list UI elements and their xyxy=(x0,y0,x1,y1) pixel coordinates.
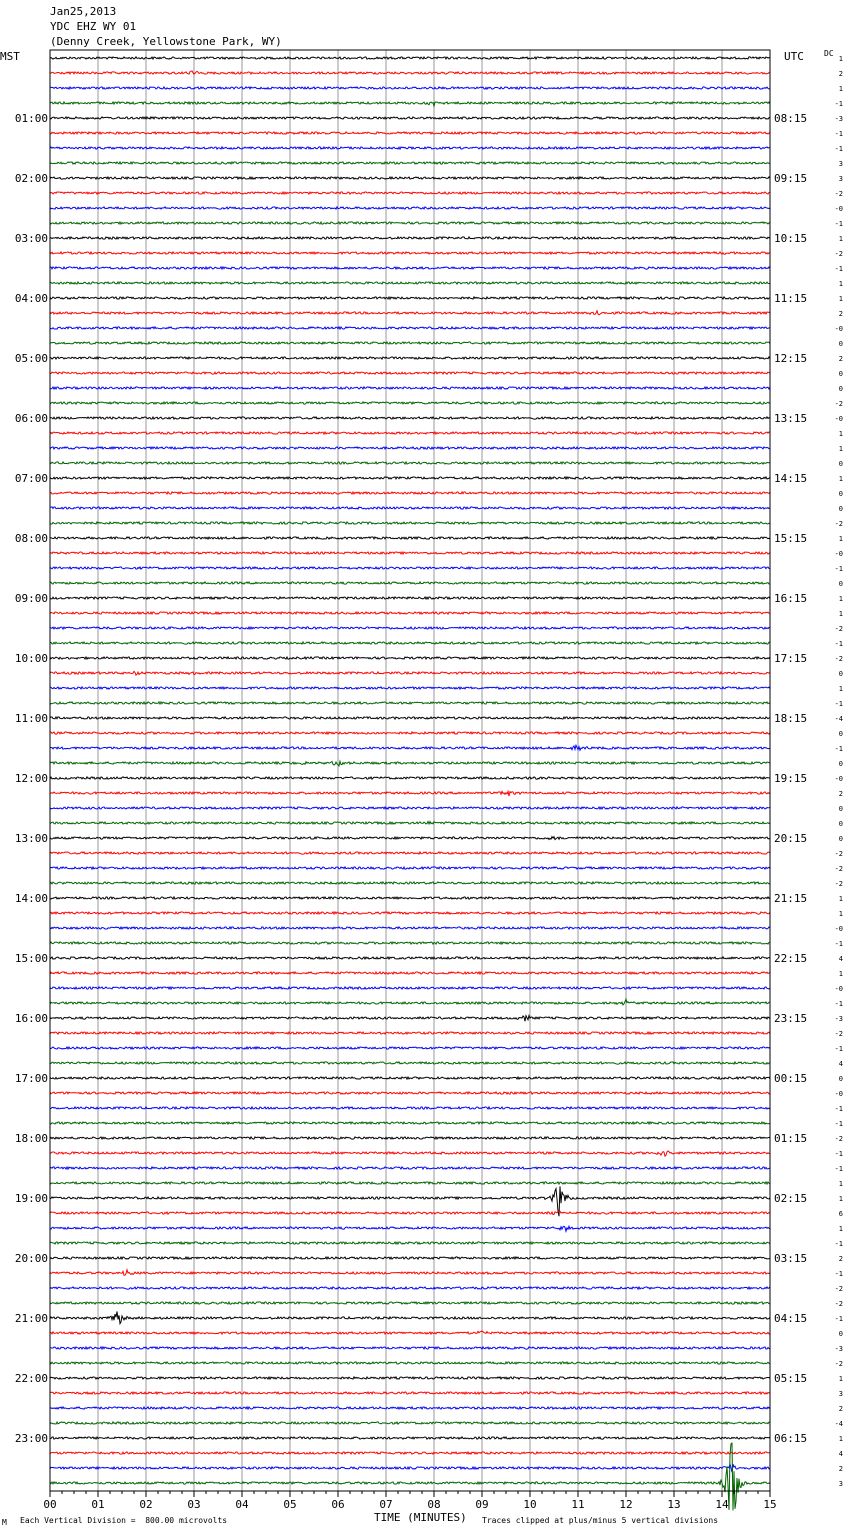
dc-offset-label: -1 xyxy=(834,145,843,153)
trace-56 xyxy=(50,882,770,884)
dc-offset-label: 4 xyxy=(838,1450,843,1458)
trace-11 xyxy=(50,207,770,209)
dc-label: DC xyxy=(824,49,834,58)
trace-22 xyxy=(50,372,770,374)
trace-66 xyxy=(50,1032,770,1034)
trace-23 xyxy=(50,387,770,389)
trace-48 xyxy=(50,761,770,766)
dc-offset-label: 0 xyxy=(838,490,843,498)
left-time-label: 07:00 xyxy=(14,472,48,485)
right-time-label: 01:15 xyxy=(774,1132,808,1145)
trace-86 xyxy=(50,1331,770,1334)
dc-offset-label: -2 xyxy=(834,880,843,888)
scale-footer: Each Vertical Division = 800.00 microvolts xyxy=(20,1516,228,1525)
right-time-label: 05:15 xyxy=(774,1372,808,1385)
dc-offset-label: 2 xyxy=(838,310,843,318)
trace-34 xyxy=(50,552,770,554)
left-time-label: 02:00 xyxy=(14,172,48,185)
x-axis-title: TIME (MINUTES) xyxy=(374,1511,467,1524)
x-tick-label: 12 xyxy=(619,1498,633,1511)
trace-19 xyxy=(50,327,770,329)
dc-offset-label: 0 xyxy=(838,370,843,378)
trace-37 xyxy=(50,597,770,599)
trace-91 xyxy=(50,1407,770,1409)
dc-offset-label: 1 xyxy=(838,295,843,303)
left-time-label: 21:00 xyxy=(14,1312,48,1325)
dc-offset-label: -1 xyxy=(834,1315,843,1323)
trace-49 xyxy=(50,777,770,779)
dc-offset-label: -0 xyxy=(834,775,843,783)
dc-offset-label: -1 xyxy=(834,1270,843,1278)
trace-5 xyxy=(50,117,770,119)
right-time-label: 19:15 xyxy=(774,772,808,785)
x-axis-ticks xyxy=(43,1491,776,1511)
trace-33 xyxy=(50,537,770,539)
right-time-label: 16:15 xyxy=(774,592,808,605)
trace-94 xyxy=(50,1452,770,1454)
trace-82 xyxy=(50,1270,770,1276)
dc-offset-label: -2 xyxy=(834,250,843,258)
trace-84 xyxy=(50,1302,770,1304)
dc-offset-label: -0 xyxy=(834,325,843,333)
dc-offset-label: 1 xyxy=(838,895,843,903)
trace-53 xyxy=(50,837,770,840)
right-time-label: 11:15 xyxy=(774,292,808,305)
trace-69 xyxy=(50,1077,770,1079)
dc-offset-label: 1 xyxy=(838,1435,843,1443)
trace-72 xyxy=(50,1122,770,1124)
trace-15 xyxy=(50,267,770,269)
trace-57 xyxy=(50,897,770,899)
dc-offset-label: -3 xyxy=(834,115,843,123)
left-time-label: 10:00 xyxy=(14,652,48,665)
dc-offset-label: 3 xyxy=(838,175,843,183)
date-label: Jan25,2013 xyxy=(50,5,117,18)
dc-offset-label: 1 xyxy=(838,1180,843,1188)
trace-3 xyxy=(50,87,770,89)
dc-offset-label: 1 xyxy=(838,430,843,438)
x-tick-label: 01 xyxy=(91,1498,105,1511)
dc-offset-label: 0 xyxy=(838,1330,843,1338)
left-time-label: 18:00 xyxy=(14,1132,48,1145)
trace-8 xyxy=(50,162,770,164)
dc-offset-label: -1 xyxy=(834,640,843,648)
dc-offset-label: 4 xyxy=(838,955,843,963)
x-tick-label: 02 xyxy=(139,1498,153,1511)
trace-63 xyxy=(50,987,770,989)
trace-85 xyxy=(50,1311,770,1323)
trace-87 xyxy=(50,1347,770,1349)
dc-offset-label: -2 xyxy=(834,520,843,528)
left-time-label: 09:00 xyxy=(14,592,48,605)
dc-offset-label: -0 xyxy=(834,1090,843,1098)
dc-offset-label: 2 xyxy=(838,1255,843,1263)
dc-offset-label: 0 xyxy=(838,835,843,843)
trace-76 xyxy=(50,1182,770,1184)
trace-81 xyxy=(50,1257,770,1259)
right-time-label: 22:15 xyxy=(774,952,808,965)
dc-offset-label: -1 xyxy=(834,745,843,753)
trace-32 xyxy=(50,522,770,524)
dc-offset-label: 1 xyxy=(838,85,843,93)
dc-offset-label: 0 xyxy=(838,820,843,828)
right-time-label: 15:15 xyxy=(774,532,808,545)
dc-offset-label: -2 xyxy=(834,1300,843,1308)
trace-2 xyxy=(50,71,770,74)
trace-47 xyxy=(50,745,770,750)
left-time-label: 17:00 xyxy=(14,1072,48,1085)
dc-offset-label: 3 xyxy=(838,160,843,168)
trace-90 xyxy=(50,1392,770,1394)
dc-offset-label: 6 xyxy=(838,1210,843,1218)
dc-offset-label: 1 xyxy=(838,280,843,288)
dc-offset-label: 1 xyxy=(838,1375,843,1383)
dc-offset-label: 0 xyxy=(838,760,843,768)
dc-offset-label: -1 xyxy=(834,265,843,273)
corner-mark: M xyxy=(2,1518,7,1527)
trace-70 xyxy=(50,1092,770,1094)
x-tick-label: 08 xyxy=(427,1498,441,1511)
dc-offset-label: 1 xyxy=(838,1225,843,1233)
x-tick-label: 15 xyxy=(763,1498,777,1511)
trace-40 xyxy=(50,642,770,644)
dc-offset-label: -0 xyxy=(834,205,843,213)
dc-offset-label: -1 xyxy=(834,130,843,138)
trace-68 xyxy=(50,1062,770,1064)
dc-offset-label: -2 xyxy=(834,655,843,663)
dc-offset-label: 0 xyxy=(838,580,843,588)
left-time-label: 23:00 xyxy=(14,1432,48,1445)
dc-offset-label: -1 xyxy=(834,1105,843,1113)
dc-offset-label: -1 xyxy=(834,1120,843,1128)
trace-24 xyxy=(50,402,770,404)
left-time-label: 19:00 xyxy=(14,1192,48,1205)
x-tick-label: 09 xyxy=(475,1498,489,1511)
right-time-label: 20:15 xyxy=(774,832,808,845)
trace-21 xyxy=(50,357,770,359)
trace-44 xyxy=(50,702,770,704)
left-time-label: 03:00 xyxy=(14,232,48,245)
minute-gridlines xyxy=(98,50,722,1491)
dc-offset-label: 1 xyxy=(838,1195,843,1203)
trace-64 xyxy=(50,999,770,1005)
right-time-label: 23:15 xyxy=(774,1012,808,1025)
dc-offset-label: -2 xyxy=(834,190,843,198)
plot-border xyxy=(50,50,770,1491)
trace-38 xyxy=(50,612,770,614)
dc-offset-label: -2 xyxy=(834,1030,843,1038)
dc-offset-label: 2 xyxy=(838,70,843,78)
dc-offset-label: 2 xyxy=(838,790,843,798)
dc-offset-label: -3 xyxy=(834,1345,843,1353)
trace-1 xyxy=(50,57,770,59)
trace-58 xyxy=(50,912,770,914)
dc-offset-label: 0 xyxy=(838,340,843,348)
right-timezone-label: UTC xyxy=(784,50,804,63)
dc-offset-label: 3 xyxy=(838,1480,843,1488)
dc-offset-label: 1 xyxy=(838,595,843,603)
trace-54 xyxy=(50,852,770,854)
dc-offset-label: 1 xyxy=(838,910,843,918)
seismic-traces xyxy=(50,57,770,1511)
trace-71 xyxy=(50,1107,770,1109)
x-tick-label: 04 xyxy=(235,1498,249,1511)
dc-offset-label: 1 xyxy=(838,475,843,483)
plot-frame xyxy=(50,50,770,1491)
trace-62 xyxy=(50,972,770,974)
trace-95 xyxy=(50,1464,770,1472)
trace-12 xyxy=(50,222,770,224)
trace-9 xyxy=(50,177,770,179)
x-tick-label: 03 xyxy=(187,1498,201,1511)
trace-46 xyxy=(50,732,770,734)
trace-67 xyxy=(50,1047,770,1049)
dc-offset-label: 2 xyxy=(838,1465,843,1473)
dc-offset-label: 1 xyxy=(838,535,843,543)
right-time-label: 17:15 xyxy=(774,652,808,665)
trace-74 xyxy=(50,1151,770,1156)
right-time-label: 08:15 xyxy=(774,112,808,125)
dc-offset-label: 0 xyxy=(838,730,843,738)
right-time-label: 18:15 xyxy=(774,712,808,725)
left-time-label: 16:00 xyxy=(14,1012,48,1025)
dc-offset-label: -0 xyxy=(834,550,843,558)
trace-78 xyxy=(50,1211,770,1214)
trace-60 xyxy=(50,942,770,944)
trace-77 xyxy=(50,1186,770,1216)
right-time-label: 02:15 xyxy=(774,1192,808,1205)
trace-88 xyxy=(50,1362,770,1364)
dc-offset-label: -0 xyxy=(834,925,843,933)
dc-offset-label: -2 xyxy=(834,625,843,633)
location-label: (Denny Creek, Yellowstone Park, WY) xyxy=(50,35,282,48)
trace-31 xyxy=(50,507,770,509)
trace-30 xyxy=(50,492,770,494)
trace-26 xyxy=(50,432,770,434)
trace-27 xyxy=(50,447,770,449)
trace-6 xyxy=(50,132,770,134)
trace-13 xyxy=(50,237,770,239)
dc-offset-label: -1 xyxy=(834,1150,843,1158)
dc-offset-label: -2 xyxy=(834,400,843,408)
trace-14 xyxy=(50,252,770,255)
left-time-label: 05:00 xyxy=(14,352,48,365)
dc-offset-label: 1 xyxy=(838,970,843,978)
dc-offset-label: -0 xyxy=(834,415,843,423)
left-time-label: 08:00 xyxy=(14,532,48,545)
dc-offset-label: 3 xyxy=(838,1390,843,1398)
dc-offset-label: -1 xyxy=(834,1045,843,1053)
trace-42 xyxy=(50,671,770,675)
right-time-label: 21:15 xyxy=(774,892,808,905)
left-time-label: 13:00 xyxy=(14,832,48,845)
station-label: YDC EHZ WY 01 xyxy=(50,20,137,33)
dc-offset-label: -3 xyxy=(834,1015,843,1023)
trace-41 xyxy=(50,657,770,659)
trace-65 xyxy=(50,1016,770,1022)
dc-offset-label: -1 xyxy=(834,940,843,948)
x-tick-label: 11 xyxy=(571,1498,585,1511)
dc-offset-label: 4 xyxy=(838,1060,843,1068)
x-tick-label: 13 xyxy=(667,1498,681,1511)
dc-offset-label: 0 xyxy=(838,670,843,678)
x-tick-label: 00 xyxy=(43,1498,57,1511)
trace-51 xyxy=(50,807,770,809)
trace-59 xyxy=(50,927,770,929)
dc-offset-label: -1 xyxy=(834,1240,843,1248)
trace-18 xyxy=(50,311,770,315)
dc-offset-label: 0 xyxy=(838,805,843,813)
trace-92 xyxy=(50,1422,770,1424)
dc-offset-label: -1 xyxy=(834,220,843,228)
trace-80 xyxy=(50,1242,770,1244)
left-time-label: 20:00 xyxy=(14,1252,48,1265)
left-timezone-label: MST xyxy=(0,50,20,63)
right-time-label: 12:15 xyxy=(774,352,808,365)
trace-55 xyxy=(50,867,770,869)
trace-45 xyxy=(50,717,770,719)
dc-offset-label: 1 xyxy=(838,55,843,63)
left-time-label: 15:00 xyxy=(14,952,48,965)
dc-offset-label: 1 xyxy=(838,685,843,693)
trace-89 xyxy=(50,1377,770,1379)
trace-43 xyxy=(50,687,770,689)
trace-52 xyxy=(50,822,770,825)
dc-offset-label: 0 xyxy=(838,505,843,513)
trace-79 xyxy=(50,1226,770,1231)
dc-offset-label: -1 xyxy=(834,100,843,108)
dc-offset-label: 1 xyxy=(838,235,843,243)
dc-offset-label: 2 xyxy=(838,355,843,363)
right-time-label: 03:15 xyxy=(774,1252,808,1265)
dc-offset-label: 0 xyxy=(838,460,843,468)
trace-16 xyxy=(50,282,770,284)
dc-offset-label: 2 xyxy=(838,1405,843,1413)
trace-28 xyxy=(50,462,770,464)
left-time-label: 06:00 xyxy=(14,412,48,425)
left-time-label: 04:00 xyxy=(14,292,48,305)
trace-75 xyxy=(50,1167,770,1169)
trace-50 xyxy=(50,791,770,796)
x-tick-label: 07 xyxy=(379,1498,393,1511)
dc-offset-label: -1 xyxy=(834,1000,843,1008)
trace-73 xyxy=(50,1137,770,1139)
right-time-label: 14:15 xyxy=(774,472,808,485)
trace-35 xyxy=(50,567,770,569)
dc-offset-label: -2 xyxy=(834,1135,843,1143)
right-time-label: 10:15 xyxy=(774,232,808,245)
trace-17 xyxy=(50,297,770,299)
right-time-label: 09:15 xyxy=(774,172,808,185)
dc-offset-label: -2 xyxy=(834,1285,843,1293)
left-time-label: 12:00 xyxy=(14,772,48,785)
trace-4 xyxy=(50,102,770,106)
left-time-label: 11:00 xyxy=(14,712,48,725)
left-time-label: 01:00 xyxy=(14,112,48,125)
trace-7 xyxy=(50,147,770,149)
trace-10 xyxy=(50,192,770,194)
clip-footer: Traces clipped at plus/minus 5 vertical divisions xyxy=(482,1516,719,1525)
trace-20 xyxy=(50,342,770,344)
right-time-label: 00:15 xyxy=(774,1072,808,1085)
x-tick-label: 06 xyxy=(331,1498,345,1511)
dc-offset-label: -4 xyxy=(834,715,843,723)
trace-25 xyxy=(50,417,770,419)
trace-61 xyxy=(50,957,770,959)
dc-offset-label: -1 xyxy=(834,565,843,573)
trace-93 xyxy=(50,1437,770,1439)
dc-offset-label: -1 xyxy=(834,1165,843,1173)
trace-29 xyxy=(50,477,770,479)
dc-offset-label: 0 xyxy=(838,385,843,393)
x-tick-label: 05 xyxy=(283,1498,297,1511)
dc-offset-label: 1 xyxy=(838,445,843,453)
dc-offset-label: -4 xyxy=(834,1420,843,1428)
trace-39 xyxy=(50,627,770,629)
right-time-label: 06:15 xyxy=(774,1432,808,1445)
right-time-label: 13:15 xyxy=(774,412,808,425)
trace-36 xyxy=(50,582,770,584)
left-time-label: 22:00 xyxy=(14,1372,48,1385)
dc-offset-label: -2 xyxy=(834,865,843,873)
dc-offset-label: -1 xyxy=(834,700,843,708)
trace-83 xyxy=(50,1287,770,1289)
dc-offset-label: -0 xyxy=(834,985,843,993)
dc-offset-label: 0 xyxy=(838,1075,843,1083)
dc-offset-label: -2 xyxy=(834,1360,843,1368)
dc-offset-label: 1 xyxy=(838,610,843,618)
left-time-label: 14:00 xyxy=(14,892,48,905)
dc-offset-label: -2 xyxy=(834,850,843,858)
x-tick-label: 14 xyxy=(715,1498,729,1511)
x-tick-label: 10 xyxy=(523,1498,537,1511)
right-time-label: 04:15 xyxy=(774,1312,808,1325)
